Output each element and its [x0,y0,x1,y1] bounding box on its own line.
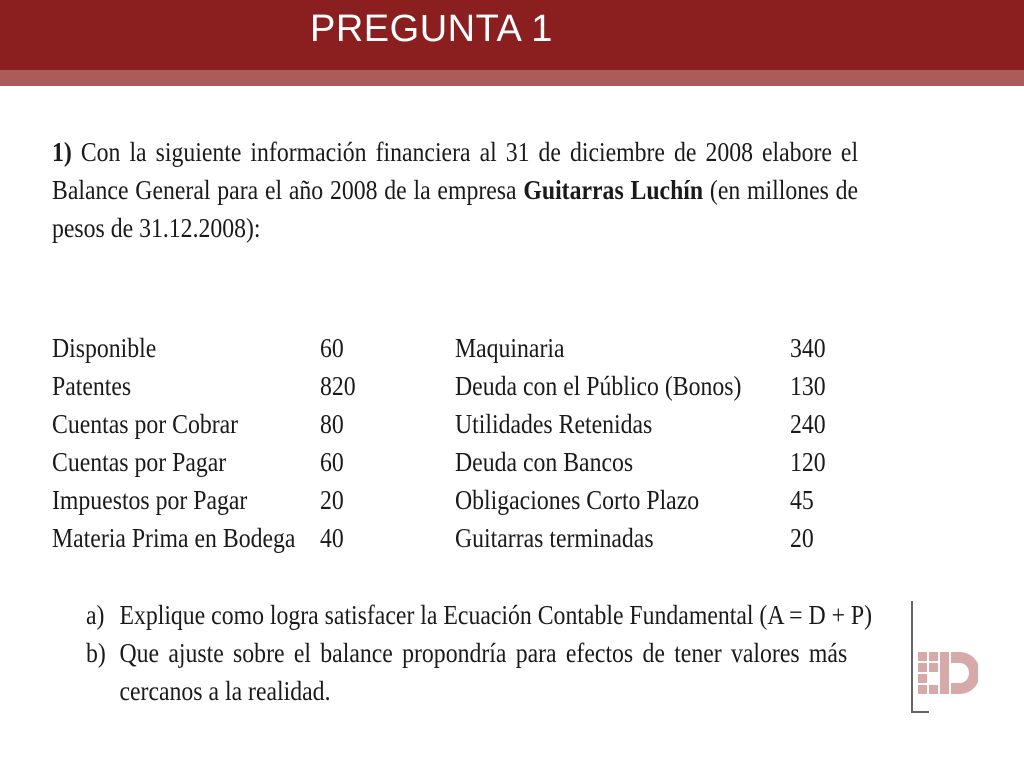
left-item-label: Patentes [52,371,132,401]
right-item-value: 240 [790,409,826,439]
intro-text-after: (en millones de pesos de 31.12.2008): [52,175,859,243]
left-item-value: 40 [320,523,344,553]
left-item-label: Disponible [52,333,157,363]
right-item-label: Deuda con el Público (Bonos) [455,371,742,401]
question-text: Que ajuste sobre el balance propondría para efectos de tener valores más cercanos a la realidad. [119,638,848,706]
left-item-value: 20 [320,485,344,515]
question-number: 1) [52,137,72,167]
left-item-label: Impuestos por Pagar [52,485,248,515]
page-title: PREGUNTA 1 [310,8,553,50]
left-item-label: Cuentas por Cobrar [52,409,239,439]
institution-logo-icon [918,652,978,698]
header-band [0,70,1024,86]
question-label: a) [86,600,105,630]
right-item-label: Deuda con Bancos [455,447,634,477]
right-item-label: Obligaciones Corto Plazo [455,485,700,515]
question-list [86,596,872,710]
question-label: b) [86,638,106,668]
logo-divider-foot [911,711,929,713]
logo-divider [911,601,913,713]
left-item-value: 60 [320,447,344,477]
left-item-value: 820 [320,371,356,401]
right-item-label: Guitarras terminadas [455,523,654,553]
right-item-value: 20 [790,523,814,553]
intro-text-before: Con la siguiente información financiera al 31 de diciembre de 2008 elabore el Balance General para el año 2008 de la empresa [52,137,859,205]
intro-paragraph [52,133,858,247]
right-item-label: Maquinaria [455,333,565,363]
left-item-label: Materia Prima en Bodega [52,523,296,553]
right-item-value: 340 [790,333,826,363]
company-name: Guitarras Luchín [523,175,704,205]
right-item-value: 45 [790,485,814,515]
question-text: Explique como logra satisfacer la Ecuación Contable Fundamental (A = D + P) [119,600,873,630]
right-item-value: 120 [790,447,826,477]
right-item-value: 130 [790,371,826,401]
left-item-value: 80 [320,409,344,439]
right-item-label: Utilidades Retenidas [455,409,653,439]
list-item [86,634,847,710]
left-item-label: Cuentas por Pagar [52,447,227,477]
left-item-value: 60 [320,333,344,363]
list-item [86,596,872,634]
